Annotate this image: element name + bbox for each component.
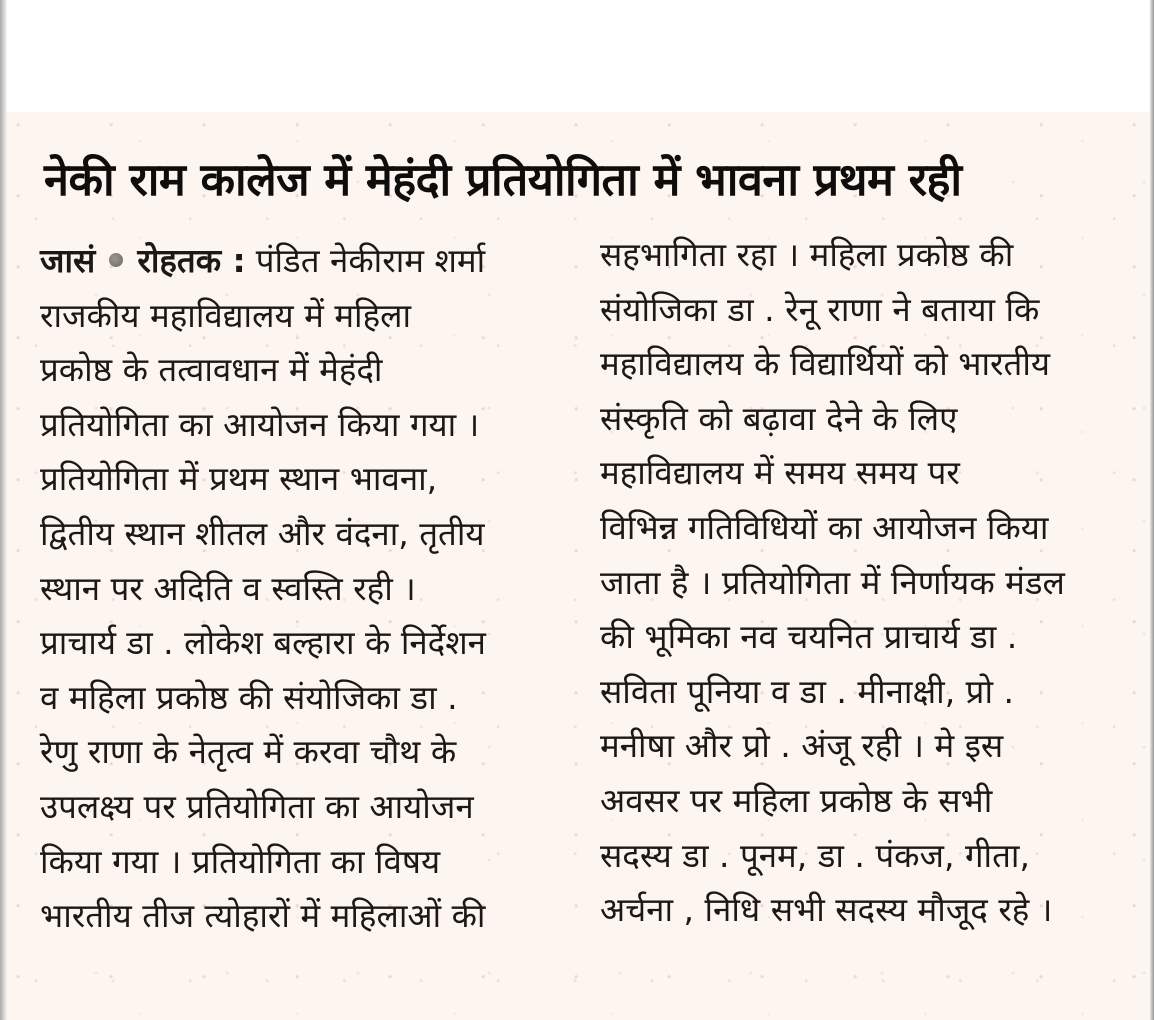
text-line: प्रतियोगिता का आयोजन किया गया ।	[40, 404, 480, 444]
text-line: सदस्य डा . पूनम, डा . पंकज, गीता,	[600, 835, 1030, 875]
byline-rest: पंडित नेकीराम शर्मा	[255, 241, 486, 280]
scan-edge-right	[1150, 0, 1154, 1020]
text-line: महाविद्यालय में समय समय पर	[600, 453, 960, 493]
text-line: प्राचार्य डा . लोकेश बल्हारा के निर्देशन	[40, 623, 486, 663]
text-line: भारतीय तीज त्योहारों में महिलाओं की	[40, 896, 486, 936]
text-line: जाता है । प्रतियोगिता में निर्णायक मंडल	[600, 562, 1065, 602]
byline-location: रोहतक :	[137, 241, 246, 280]
text-line: संयोजिका डा . रेनू राणा ने बताया कि	[600, 289, 1040, 329]
text-line: सहभागिता रहा । महिला प्रकोष्ठ की	[600, 235, 1014, 274]
article-column-left	[40, 234, 585, 944]
text-line: राजकीय महाविद्यालय में महिला	[40, 295, 412, 335]
text-line: सविता पूनिया व डा . मीनाक्षी, प्रो .	[600, 671, 1014, 711]
text-line: व महिला प्रकोष्ठ की संयोजिका डा .	[40, 677, 458, 717]
text-line: प्रकोष्ठ के तत्वावधान में मेहंदी	[40, 350, 383, 390]
text-line: उपलक्ष्य पर प्रतियोगिता का आयोजन	[40, 786, 474, 826]
article-column-right	[600, 228, 1148, 938]
text-line: मनीषा और प्रो . अंजू रही । मे इस	[600, 726, 1004, 766]
scan-edge-left	[0, 0, 7, 1020]
text-line: महाविद्यालय के विद्यार्थियों को भारतीय	[600, 344, 1051, 384]
text-line: विभिन्न गतिविधियों का आयोजन किया	[600, 507, 1049, 547]
article-headline: नेकी राम कालेज में मेहंदी प्रतियोगिता में भावना प्रथम रही	[44, 153, 962, 206]
text-line: प्रतियोगिता में प्रथम स्थान भावना,	[40, 459, 438, 499]
text-line: द्वितीय स्थान शीतल और वंदना, तृतीय	[40, 513, 485, 553]
text-line: रेणु राणा के नेतृत्व में करवा चौथ के	[40, 732, 457, 772]
text-line: किया गया । प्रतियोगिता का विषय	[40, 841, 441, 881]
text-line: की भूमिका नव चयनित प्राचार्य डा .	[600, 617, 1018, 657]
bullet-icon	[109, 253, 123, 267]
text-line: अवसर पर महिला प्रकोष्ठ के सभी	[600, 780, 993, 820]
text-line: संस्कृति को बढ़ावा देने के लिए	[600, 398, 958, 438]
byline	[40, 234, 585, 289]
byline-agency: जासं	[40, 241, 96, 280]
text-line: स्थान पर अदिति व स्वस्ति रही ।	[40, 568, 416, 608]
text-line: अर्चना , निधि सभी सदस्य मौजूद रहे ।	[600, 890, 1053, 930]
